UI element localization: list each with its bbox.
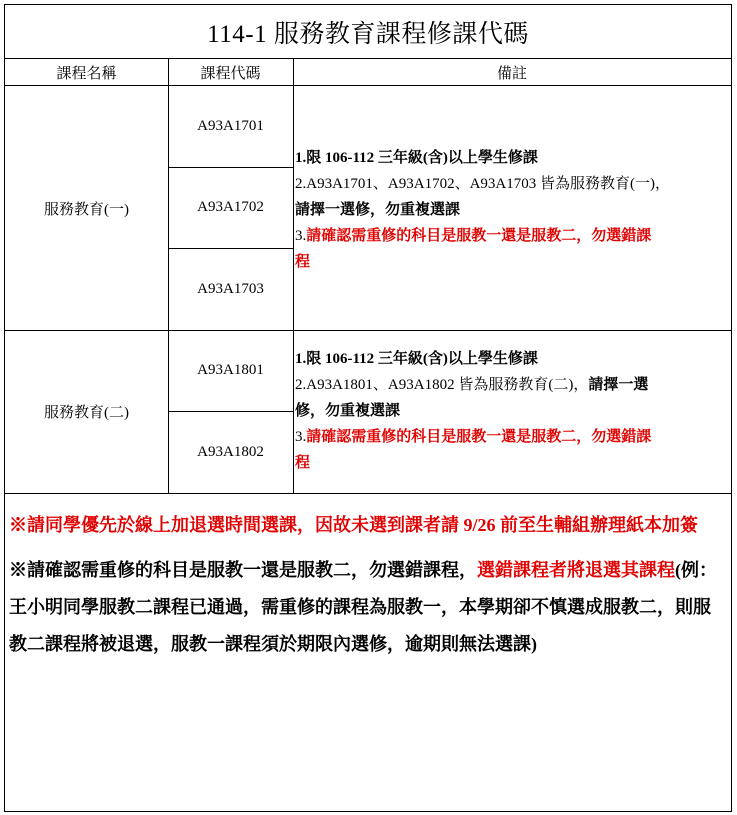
note-number: 3.: [295, 228, 307, 244]
warning-text: 程: [295, 455, 311, 471]
grid-line: [5, 493, 731, 494]
footer-paragraph-1: ※請同學優先於線上加退選時間選課，因故未選到課者請 9/26 前至生輔組辦理紙本加簽: [9, 515, 698, 535]
course-code-cell: A93A1802: [197, 443, 264, 460]
note-line: 請擇一選: [588, 377, 649, 393]
note-line: 修，勿重複選課: [295, 403, 401, 419]
note-line: 2.A93A1801、A93A1802 皆為服務教育(二)，: [295, 377, 589, 393]
footer-text: ※請確認需重修的科目是服教一還是服教二，勿選錯課程，: [9, 560, 477, 580]
header-note: 備註: [293, 59, 731, 86]
course-code-cell: A93A1801: [197, 362, 264, 378]
note-line: 1.限 106-112 三年級(含)以上學生修課: [295, 351, 538, 367]
footer-paragraph-2: [9, 552, 727, 663]
note-block-group1: [295, 145, 729, 275]
note-line: 請擇一選修，勿重複選課: [295, 202, 461, 218]
course-name-cell: 服務教育(二): [44, 405, 129, 421]
course-name-cell: 服務教育(一): [44, 201, 129, 218]
footer-notes: [9, 507, 727, 671]
grid-line: [293, 59, 294, 493]
note-number: 3.: [295, 429, 307, 445]
note-line: 2.A93A1701、A93A1702、A93A1703 皆為服務教育(一)，: [295, 176, 670, 192]
course-code-cell: A93A1703: [197, 280, 264, 297]
warning-text: 程: [295, 254, 311, 270]
warning-text: 請確認需重修的科目是服教一還是服教二，勿選錯課: [306, 228, 652, 244]
note-line: 1.限 106-112 三年級(含)以上學生修課: [295, 150, 538, 166]
footer-warning: 選錯課程者將退選其課程: [477, 560, 675, 580]
footer-text: (例：王小明同學服教二課程已通過，需重修的課程為服教一，本學期卻不慎選成服教二，則服教二課程將被退選，服教一課程須於期限內選修，逾期則無法選課): [9, 560, 717, 654]
document-title: 114-1 服務教育課程修課代碼: [5, 5, 731, 59]
note-block-group2: [295, 346, 729, 476]
warning-text: 請確認需重修的科目是服教一還是服教二，勿選錯課: [306, 429, 652, 445]
header-course-code: 課程代碼: [168, 59, 293, 86]
course-code-document: [4, 4, 732, 812]
course-code-cell: A93A1701: [197, 118, 264, 134]
course-code-cell: A93A1702: [197, 199, 264, 215]
header-course-name: 課程名稱: [5, 59, 168, 86]
